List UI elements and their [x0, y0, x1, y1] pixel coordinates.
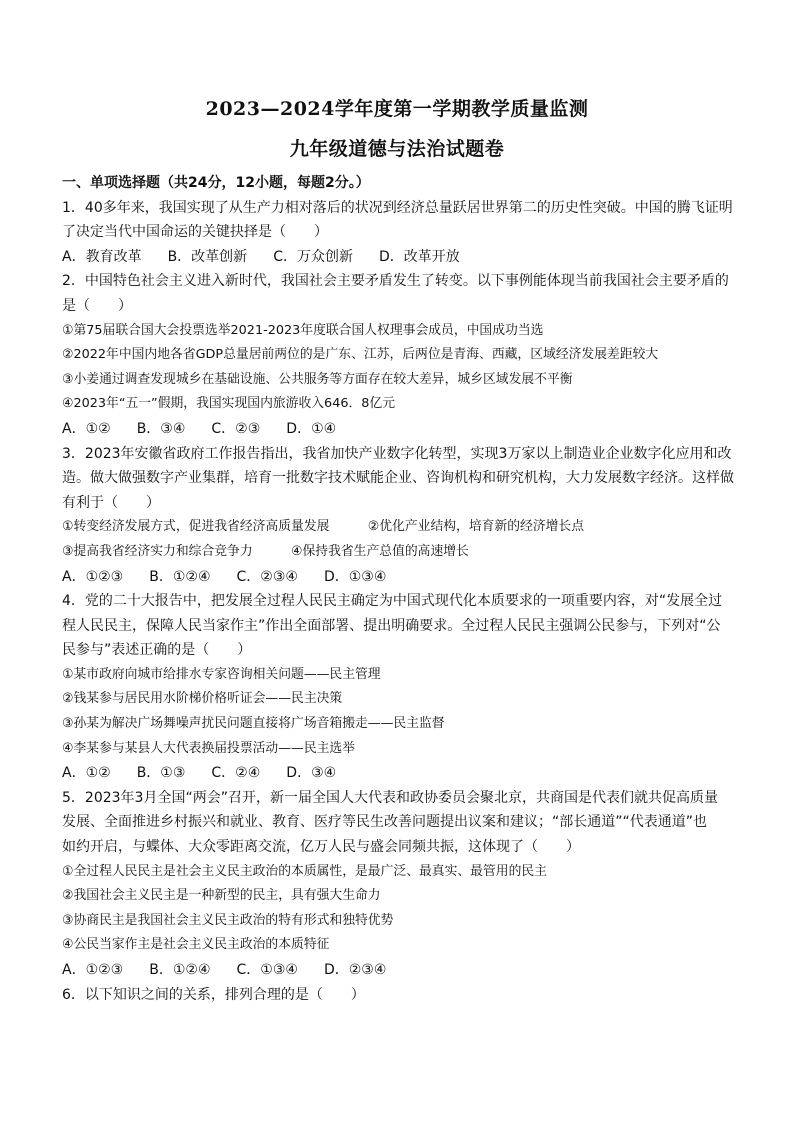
question-text: 如约开启，与蝶体、大众零距离交流，亿万人民与盛会同频共振，这体现了（ ） [62, 839, 580, 856]
option-c: C．万众创新 [273, 248, 353, 265]
question-2 [62, 269, 736, 441]
statement: ②钱某参与居民用水阶梯价格听证会——民主决策 [62, 691, 343, 707]
question-text: 造。做大做强数字产业集群，培育一批数字技术赋能企业、咨询机构和研究机构，大力发展数字经济。这样做 [62, 470, 734, 487]
page-title: 2023—2024学年度第一学期教学质量监测 [205, 98, 589, 120]
option-b: B．①③ [136, 765, 186, 782]
answer-options [62, 245, 736, 270]
question-text: 2．中国特色社会主义进入新时代，我国社会主要矛盾发生了转变。以下事例能体现当前我国社会主要矛盾的 [62, 273, 729, 290]
answer-options [62, 417, 736, 442]
option-c: C．①③④ [236, 962, 298, 978]
statement: ②我国社会主义民主是一种新型的民主，具有强大生命力 [62, 888, 381, 904]
question-6 [62, 983, 736, 1008]
option-b: B．改革创新 [167, 248, 248, 265]
option-d: D．改革开放 [378, 248, 460, 265]
option-a: A．教育改革 [62, 248, 142, 265]
option-b: B．①②④ [149, 962, 211, 978]
question-text: 民参与”表述正确的是（ ） [62, 642, 252, 659]
answer-options [62, 958, 736, 983]
question-5 [62, 786, 736, 983]
statement: ③小姜通过调查发现城乡在基础设施、公共服务等方面存在较大差异，城乡区域发展不平衡 [62, 371, 573, 387]
option-d: D．①④ [286, 420, 337, 437]
option-c: C．②③④ [236, 568, 298, 585]
question-3 [62, 442, 736, 590]
answer-options [62, 761, 736, 786]
question-text: 发展、全面推进乡村振兴和就业、教育、医疗等民生改善问题提出议案和建议；“部长通道”“代表通道”也 [62, 814, 708, 831]
question-text: 4．党的二十大报告中，把发展全过程人民民主确定为中国式现代化本质要求的一项重要内容，对“发展全过 [62, 593, 723, 610]
option-d: D．②③④ [323, 962, 387, 978]
question-text: 程人民民主，保障人民当家作主”作出全面部署、提出明确要求。全过程人民民主强调公民参与，下列对“公 [62, 617, 721, 634]
option-a: A．①② [62, 765, 111, 782]
option-b: B．③④ [136, 420, 186, 437]
option-a: A．①②③ [62, 962, 124, 978]
question-4 [62, 589, 736, 786]
statement: ③协商民主是我国社会主义民主政治的特有形式和独特优势 [62, 912, 394, 928]
statement: ①第75届联合国大会投票选举2021-2023年度联合国人权理事会成员，中国成功当选 [62, 322, 544, 338]
question-text: 6．以下知识之间的关系，排列合理的是（ ） [62, 986, 365, 1003]
option-c: C．②③ [211, 420, 261, 437]
statement: ④李某参与某县人大代表换届投票活动——民主选举 [62, 740, 356, 756]
option-c: C．②④ [211, 765, 261, 782]
option-b: B．①②④ [149, 568, 211, 585]
question-text: 5．2023年3月全国“两会”召开，新一届全国人大代表和政协委员会聚北京，共商国是代表们就共促高质量 [62, 789, 718, 806]
option-a: A．①②③ [62, 568, 124, 585]
page-subtitle: 九年级道德与法治试题卷 [289, 138, 505, 160]
section-heading: 一、单项选择题（共24分，12小题，每题2分。） [62, 175, 370, 191]
statement: ③孙某为解决广场舞噪声扰民问题直接将广场音箱搬走——民主监督 [62, 716, 445, 732]
question-1 [62, 196, 736, 270]
statement: ④2023年“五一”假期，我国实现国内旅游收入646．8亿元 [62, 396, 396, 412]
statement: ①全过程人民民主是社会主义民主政治的本质属性，是最广泛、最真实、最管用的民主 [62, 863, 547, 879]
statement: ①转变经济发展方式，促进我省经济高质量发展 ②优化产业结构，培育新的经济增长点 [62, 519, 585, 535]
question-text: 1．40多年来，我国实现了从生产力相对落后的状况到经济总量跃居世界第二的历史性突破。中国的腾飞证明 [62, 199, 733, 216]
question-text: 3．2023年安徽省政府工作报告指出，我省加快产业数字化转型，实现3万家以上制造业企业数字化应用和改 [62, 445, 732, 462]
statement: ③提高我省经济实力和综合竞争力 ④保持我省生产总值的高速增长 [62, 543, 469, 559]
statement: ①某市政府向城市给排水专家咨询相关问题——民主管理 [62, 666, 381, 682]
answer-options [62, 565, 736, 590]
statement: ④公民当家作主是社会主义民主政治的本质特征 [62, 937, 330, 953]
question-text: 是（ ） [62, 297, 132, 314]
option-d: D．③④ [286, 765, 337, 782]
question-text: 有利于（ ） [62, 494, 160, 511]
statement: ②2022年中国内地各省GDP总量居前两位的是广东、江苏，后两位是青海、西藏，区域经济发展差距较大 [62, 347, 659, 363]
question-text: 了决定当代中国命运的关键抉择是（ ） [62, 224, 328, 241]
exam-content [62, 171, 736, 1007]
option-d: D．①③④ [323, 568, 387, 585]
option-a: A．①② [62, 420, 111, 437]
